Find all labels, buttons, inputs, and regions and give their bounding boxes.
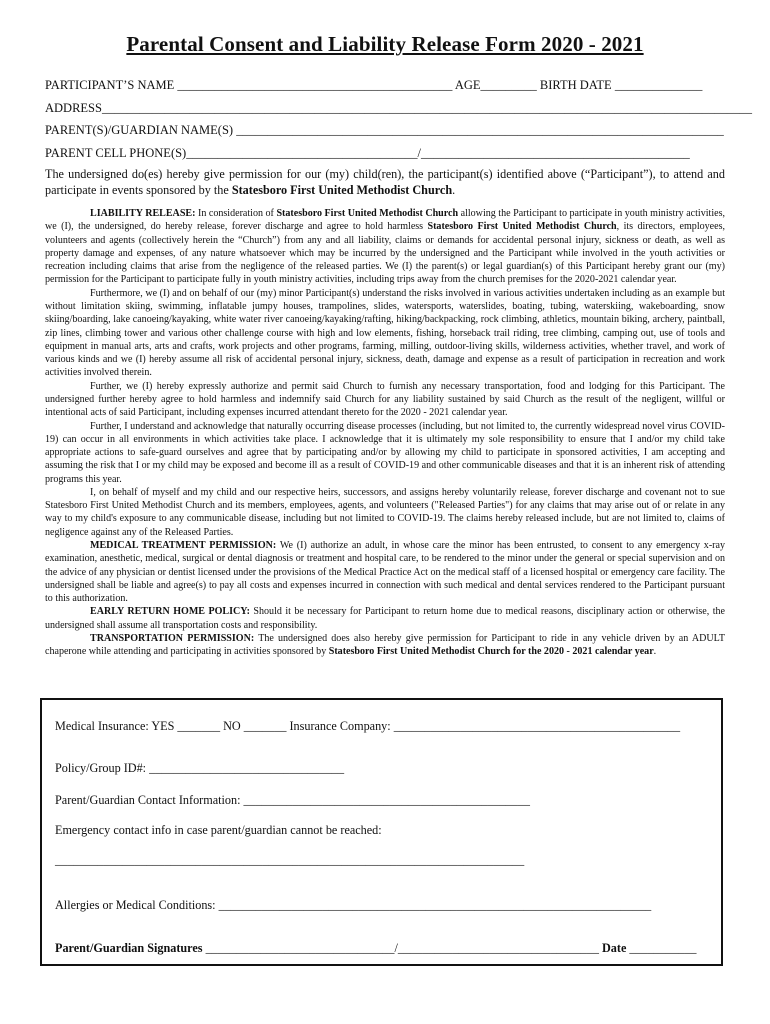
emergency-contact-field[interactable]: _____________________________________________________________________________ [55,853,525,867]
date-label: Date [602,941,627,955]
emergency-contact-label: Emergency contact info in case parent/guardian cannot be reached: [55,823,382,837]
medical-heading: MEDICAL TREATMENT PERMISSION: [90,540,277,552]
legal-text [45,207,725,659]
early-return-heading: EARLY RETURN HOME POLICY: [90,606,250,618]
intro-paragraph: The undersigned do(es) hereby give permission for our (my) child(ren), the participant(s) identified above (“Participant”), to attend and participate in events sponsored by the Statesboro First United Methodist Church. [45,167,725,197]
liability-release-paragraph: LIABILITY RELEASE: In consideration of Statesboro First United Methodist Church allowing the Participant to participate in youth ministry activities, we (I), the undersigned, do hereby release, forever discharge and agree to hold harmless Statesboro First United Methodist Church, its directors, employees, volunteers and agents (collectively herein the “Church”) from any and all liability, claims or demands for accidental personal injury, sickness or death, as well as property damage and expenses, of any nature whatsoever which may be incurred by the undersigned and the Participant while involved in the youth activities or recreation including claims that arise from the negligence of the released parties. We (I) the parent(s) or legal guardian(s) of this Participant hereby grant our (my) permission for the Participant to participate fully in youth ministry activities, including trips away from the church premises for the 2020-2021 calendar year. [45,208,725,286]
date-field[interactable]: ___________ [626,941,697,955]
further-covid-paragraph: Further, I understand and acknowledge that naturally occurring disease processes (including, but not limited to, the currently widespread novel virus COVID-19) can occur in all environments in which activities take place. I acknowledge that it is ultimately my sole responsibility to ensure that I and/or my child take appropriate actions to safe-guard ourselves and agree that by participating and/or by allowing my child to participate in sponsored activities, I am accepting and assuming the risk that I or my child may be exposed and become ill as a result of COVID-19 and other communicable diseases and that it is an inherent risk of attending programs this year. [45,420,725,485]
allergies-field[interactable]: Allergies or Medical Conditions: _______________________________________________________________________ [55,898,652,912]
address-field[interactable]: ADDRESS________________________________________________________________________________________________________ [45,101,752,115]
further-transport-paragraph: Further, we (I) hereby expressly authorize and permit said Church to furnish any necessary transportation, food and lodging for this Participant. The undersigned further hereby agree to hold harmless and indemnify said Church for any liability sustained by said Church as the result of the negligent, willful or intentional acts of said Participant, including expenses incurred attendant thereto for the 2020 - 2021 calendar year. [45,380,725,419]
medical-insurance-field[interactable]: Medical Insurance: YES _______ NO _______ Insurance Company: _______________________________________________ [55,719,681,733]
release-covenant-paragraph: I, on behalf of myself and my child and our respective heirs, successors, and assigns hereby voluntarily release, forever discharge and covenant not to sue Statesboro First United Methodist Church and its members, employees, agents, and volunteers ("Released Parties") for any claims that may arise out of or relate in any way to my child's exposure to any communicable disease, including but not limited to COVID-19. The claims hereby released include, but are not limited to, claims of negligence against any of the Released Parties. [45,486,725,538]
signature-label: Parent/Guardian Signatures [55,941,203,955]
guardian-contact-field[interactable]: Parent/Guardian Contact Information: _______________________________________________ [55,793,530,807]
policy-id-field[interactable]: Policy/Group ID#: ________________________________ [55,761,345,775]
early-return-paragraph: EARLY RETURN HOME POLICY: Should it be necessary for Participant to return home due to medical reasons, disciplinary action or otherwise, the undersigned shall assume all transportation costs and responsibility. [45,606,725,631]
guardian-name-field[interactable]: PARENT(S)/GUARDIAN NAME(S) ______________________________________________________________________________ [45,123,724,137]
church-name: Statesboro First United Methodist Church [231,183,453,197]
signature-row[interactable] [55,941,696,956]
participant-name-field[interactable]: PARTICIPANT’S NAME ____________________________________________ AGE_________ BIRTH DATE ______________ [45,78,703,92]
transportation-heading: TRANSPORTATION PERMISSION: [90,633,255,644]
parent-phone-field[interactable]: PARENT CELL PHONE(S)_____________________________________/___________________________________________ [45,146,690,160]
transportation-paragraph: TRANSPORTATION PERMISSION: The undersigned does also hereby give permission for Participant to ride in any vehicle driven by an ADULT chaperone while attending and participating in activities sponsored by Statesboro First United Methodist Church for the 2020 - 2021 calendar year. [45,633,725,658]
furthermore-paragraph: Furthermore, we (I) and on behalf of our (my) minor Participant(s) understand the risks involved in various activities undertaken including as an example but without limitation skiing, swimming, inflatable jumpy houses, trampolines, slides, watersports, waterslides, boating, tubing, waterskiing, wakeboarding, snow skiing/boarding, lake canoeing/kayaking, white water river canoeing/kayaking/rafting, hiking/backpacking, rock climbing, athletics, mountain biking, archery, paintball, zip lines, climbing tower and various other challenge course with high and low elements, fishing, horseback trail riding, tree climbing, camping out, use of tools and equipment in manual arts, arts and crafts, work projects and other programs, farming, milling, outdoor-living skills, wilderness activities, whether travel, and work of various kinds and we (I) hereby assume all risk of accidental personal injury, sickness, death, damage and expense as a result of participation in recreation and work activities involved therein. [45,287,725,379]
medical-treatment-paragraph: MEDICAL TREATMENT PERMISSION: We (I) authorize an adult, in whose care the minor has been entrusted, to consent to any emergency x-ray examination, anesthetic, medical, surgical or dental diagnosis or treatment and hospital care, to be rendered to the minor under the general or special supervision and on the advice of any physician or dentist licensed under the provisions of the Medical Practice Act on the medical staff of a licensed hospital or emergency care facility. The undersigned shall be liable and agree(s) to pay all costs and expenses incurred in connection with such medical and dental services rendered to the Participant pursuant to this authorization. [45,540,725,605]
liability-heading: LIABILITY RELEASE: [90,208,196,219]
form-title: Parental Consent and Liability Release Form 2020 - 2021 [126,32,644,56]
signature-field[interactable]: _______________________________/_________________________________ [202,941,602,955]
